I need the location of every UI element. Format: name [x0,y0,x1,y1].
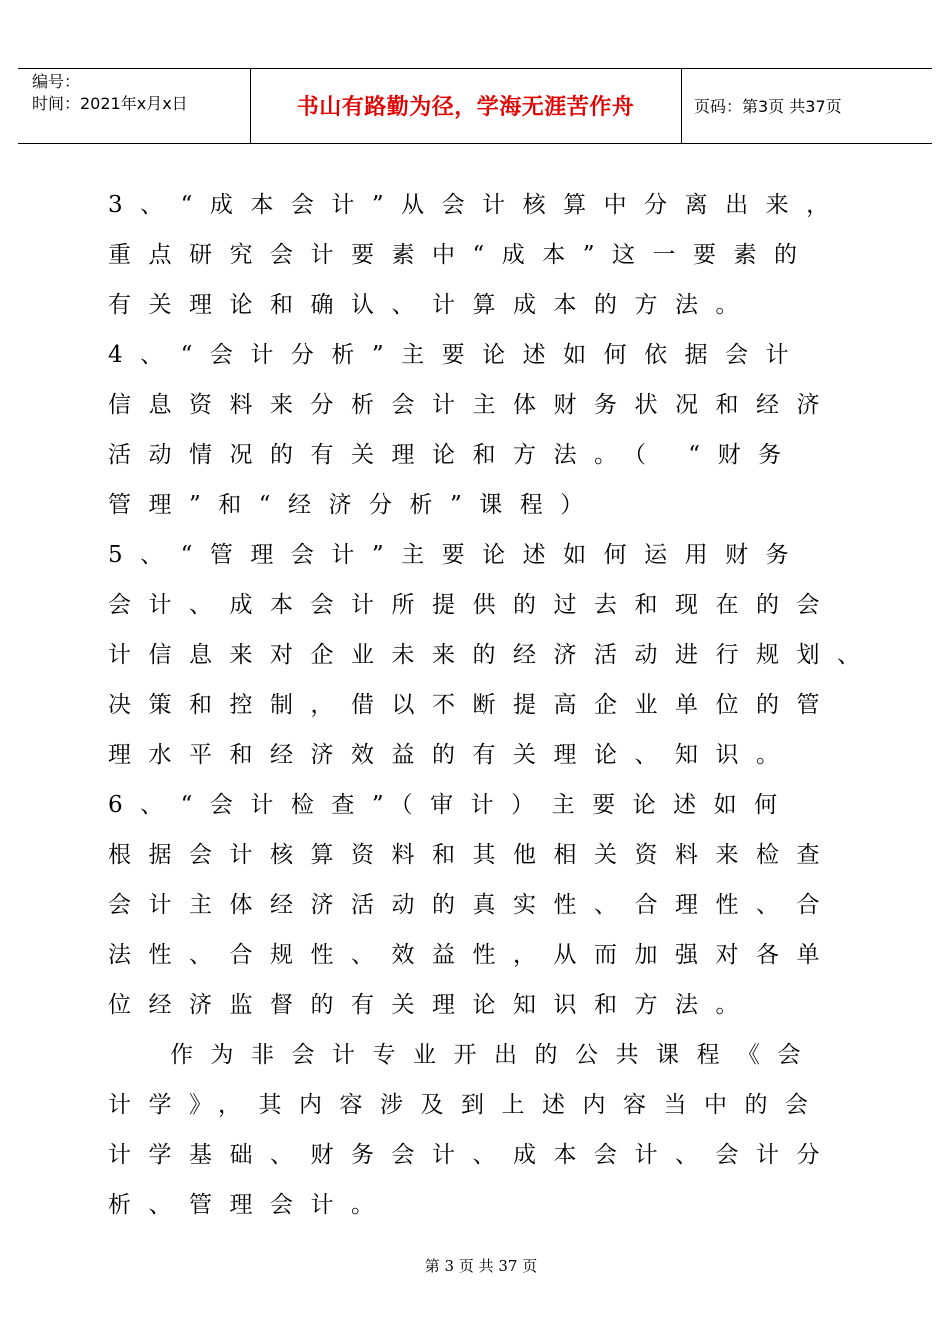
header-meta [32,71,188,115]
paragraph-first-line: 作为非会计专业开出的公共课程《会 [170,1042,818,1068]
body-line: 位经济监督的有关理论知识和方法。 [108,992,756,1018]
body-line: 会计、成本会计所提供的过去和现在的会 [108,592,837,618]
page-footer: 第 3 页 共 37 页 [424,1257,538,1275]
body-line: 根据会计核算资料和其他相关资料来检查 [108,842,837,868]
header-page-info: 页码：第3页 共37页 [694,97,842,116]
body-line: 重点研究会计要素中“成本”这一要素的 [108,242,815,268]
page-header [18,68,932,144]
body-line: 6、“会计检查”（审计）主要论述如何 [108,792,795,818]
body-line: 决策和控制，借以不断提高企业单位的管 [108,692,837,718]
header-divider-right [681,69,682,143]
body-line: 3、“成本会计”从会计核算中分离出来， [108,192,847,218]
body-line: 析、管理会计。 [108,1192,392,1218]
body-line: 管理”和“经济分析”课程） [108,492,601,518]
body-line: 有关理论和确认、计算成本的方法。 [108,292,756,318]
body-line: 会计主体经济活动的真实性、合理性、合 [108,892,837,918]
body-line: 信息资料来分析会计主体财务状况和经济 [108,392,837,418]
body-line: 理水平和经济效益的有关理论、知识。 [108,742,797,768]
body-line: 5、“管理会计”主要论述如何运用财务 [108,542,807,568]
document-body [108,184,888,1234]
body-line: 4、“会计分析”主要论述如何依据会计 [108,342,807,368]
body-line: 活动情况的有关理论和方法。（ “财务 [108,442,799,468]
body-line: 计信息来对企业未来的经济活动进行规划、 [108,642,878,668]
time-label: 时间：2021年x月x日 [32,94,188,113]
body-line: 计学》，其内容涉及到上述内容当中的会 [108,1092,826,1118]
number-label: 编号： [32,72,81,91]
body-line: 计学基础、财务会计、成本会计、会计分 [108,1142,837,1168]
header-motto: 书山有路勤为径，学海无涯苦作舟 [296,95,635,120]
body-line: 法性、合规性、效益性，从而加强对各单 [108,942,837,968]
